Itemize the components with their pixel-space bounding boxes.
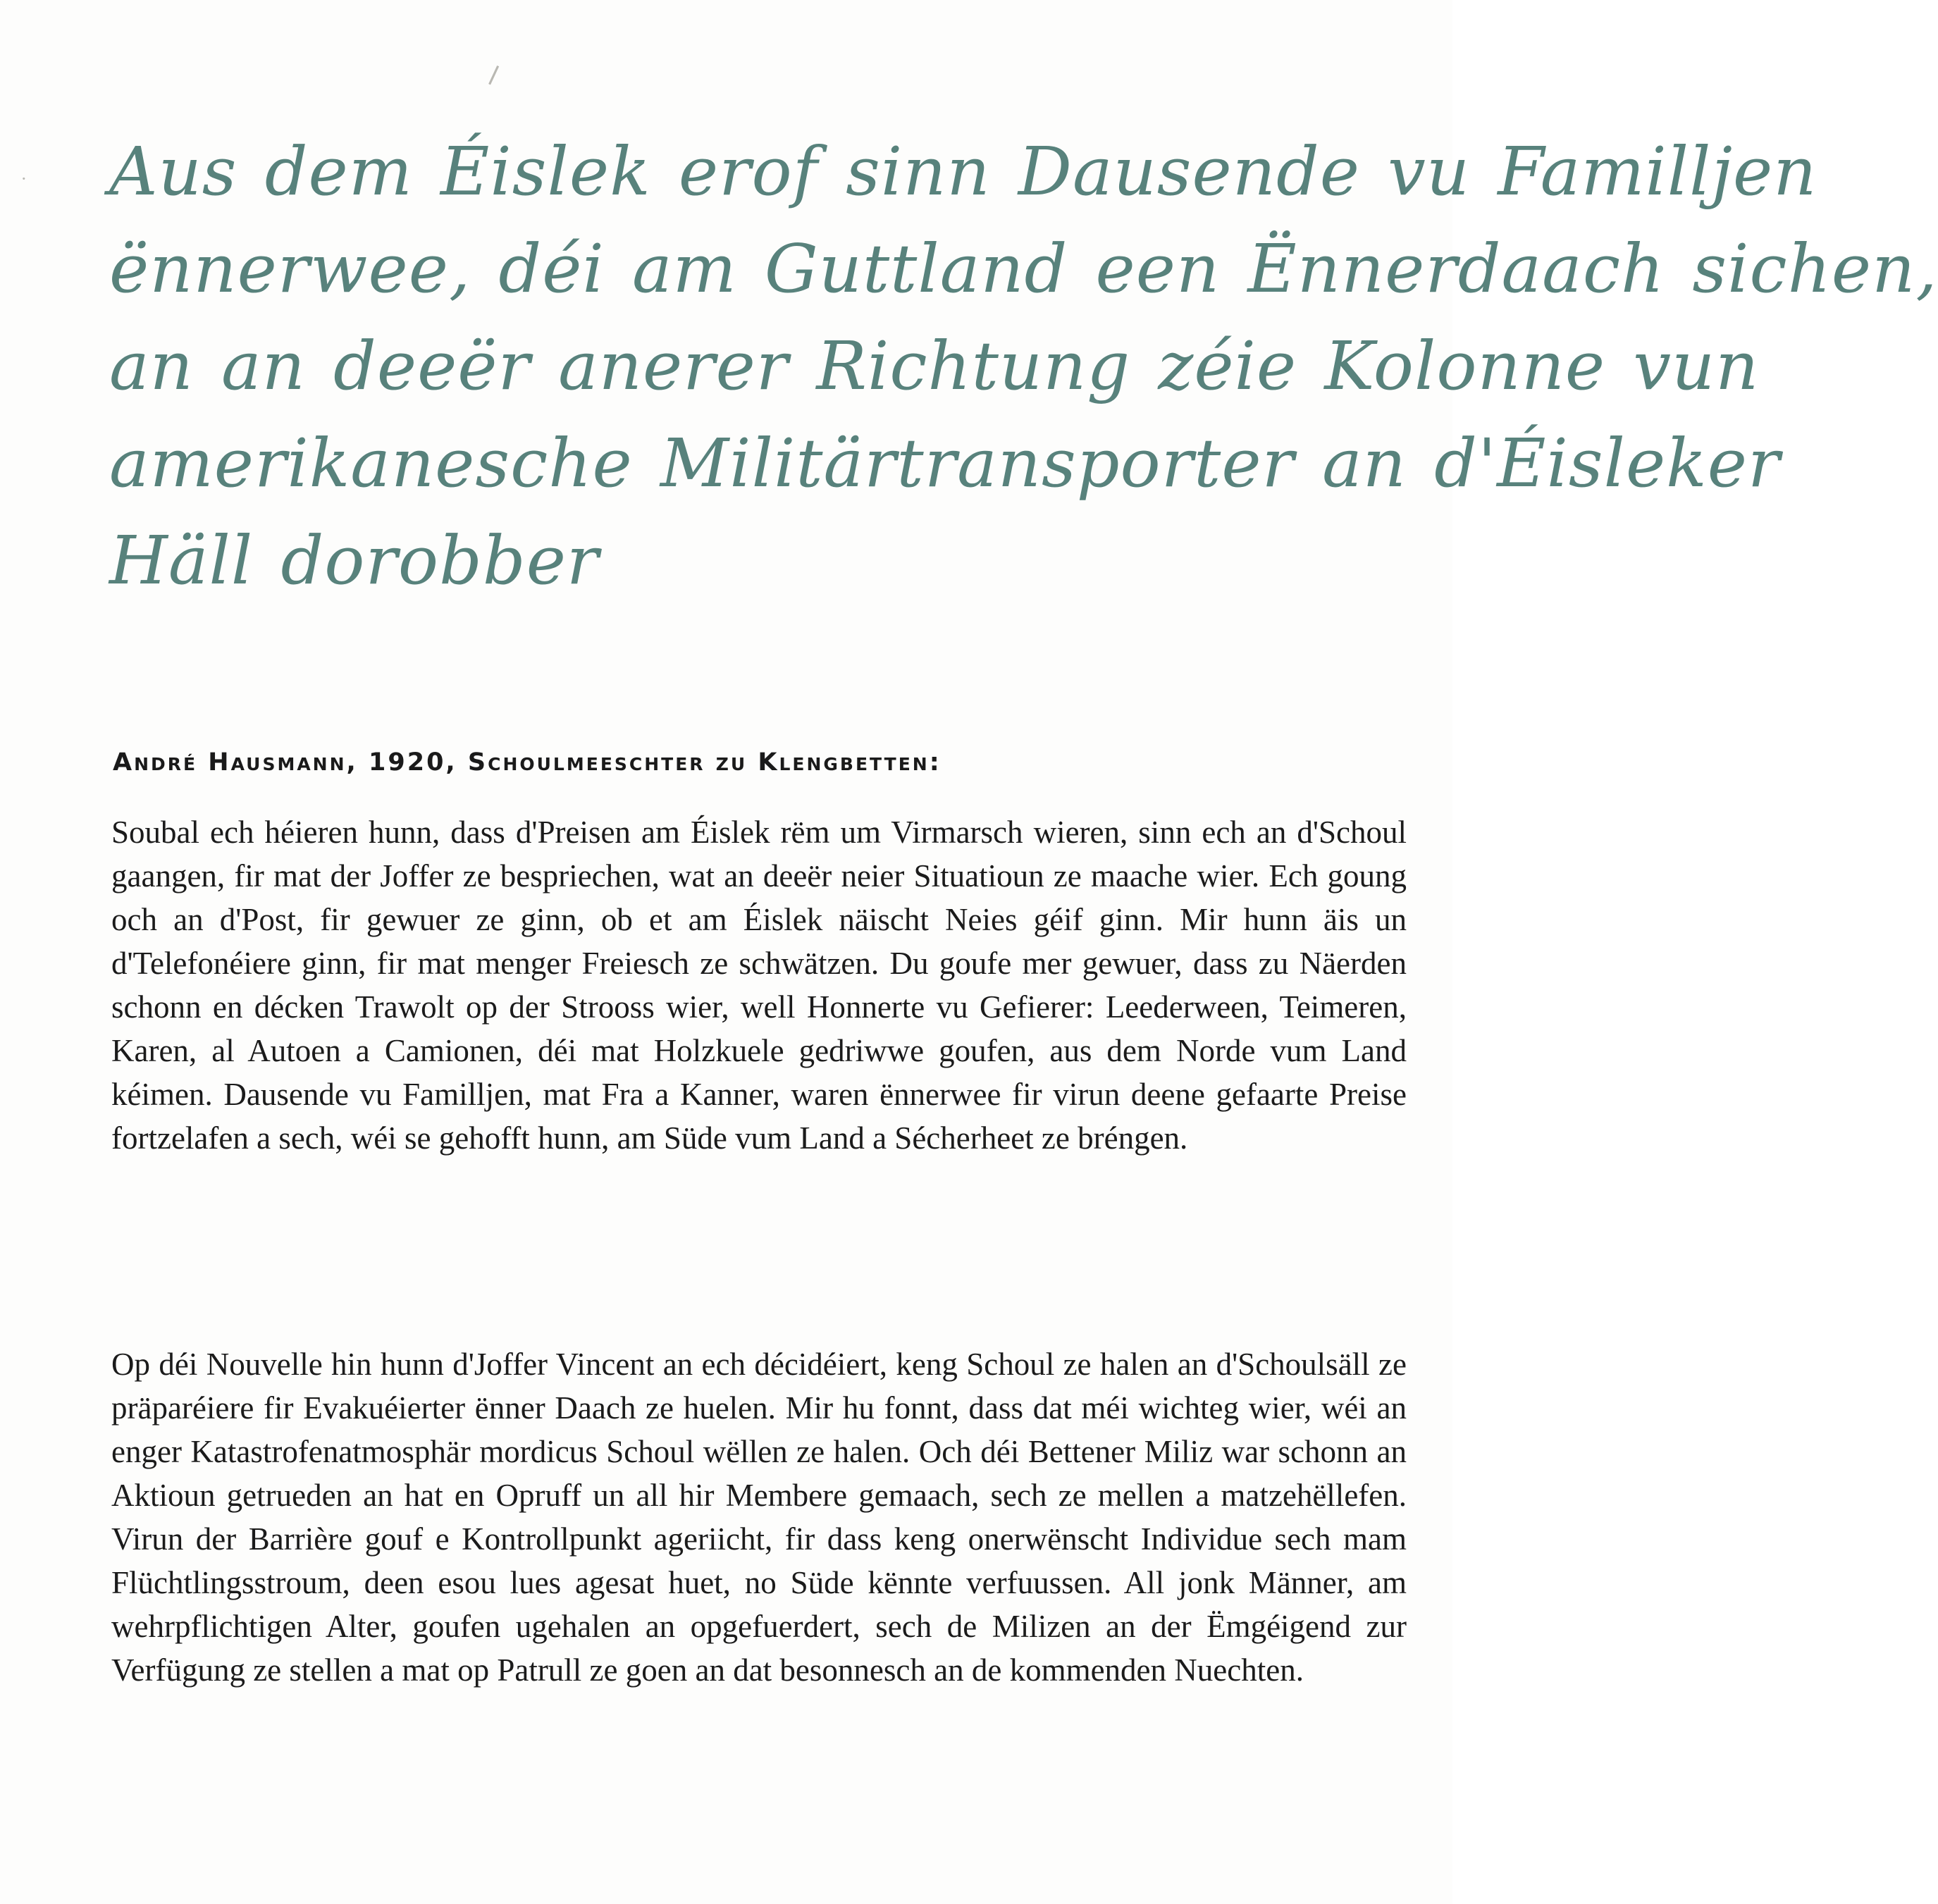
calligraphy-quote — [109, 123, 1938, 610]
body-paragraph: Op déi Nouvelle hin hunn d'Joffer Vincent an ech décidéiert, keng Schoul ze halen an d'Schoulsäll ze präparéiere fir Evakuéierter ënner Daach ze huelen. Mir hu fonnt, dass dat méi wichteg wier, wéi an enger Katastrofenatmosphär mordicus Schoul wëllen ze halen. Och déi Bettener Miliz war schonn an Aktioun getrueden an hat en Opruff un all hir Membere gemaach, sech ze mellen a matzehëllefen. Virun der Barrière gouf e Kontrollpunkt ageriicht, fir dass keng onerwënscht Individue sech mam Flüchtlingsstroum, deen esou lues agesat huet, no Süde kënnte verfuussen. All jonk Männer, am wehrpflichtigen Alter, goufen ugehalen an opgefuerdert, sech de Milizen an der Ëmgéigend zur Verfügung ze stellen a mat op Patrull ze goen an dat besonnesch an de kommenden Nuechten. — [111, 1347, 1407, 1688]
quote-line: amerikanesche Militärtransporter an d'Éisleker — [109, 425, 1781, 502]
ink-smudge: ⸝ — [471, 39, 510, 93]
body-paragraph: Soubal ech héieren hunn, dass d'Preisen am Éislek rëm um Virmarsch wieren, sinn ech an d'Schoul gaangen, fir mat der Joffer ze bespriechen, wat an deeër neier Situatioun ze maache wier. Ech goung och an d'Post, fir gewuer ze ginn, ob et am Éislek näischt Neies géif ginn. Mir hunn äis un d'Telefonéiere ginn, fir mat menger Freiesch ze schwätzen. Du goufe mer gewuer, dass zu Näerden schonn en décken Trawolt op der Strooss wier, well Honnerte vu Gefierer: Leederween, Teimeren, Karen, al Autoen a Camionen, déi mat Holzkuele gedriwwe goufen, aus dem Norde vum Land kéimen. Dausende vu Familljen, mat Fra a Kanner, waren ënnerwee fir virun deene gefaarte Preise fortzelafen a sech, wéi se gehofft hunn, am Süde vum Land a Sécherheet ze bréngen. — [111, 815, 1407, 1156]
quote-line: Häll dorobber — [109, 522, 600, 600]
quote-line: Aus dem Éislek erof sinn Dausende vu Familljen — [109, 133, 1817, 211]
quote-line: ënnerwee, déi am Guttland een Ënnerdaach sichen, — [109, 230, 1938, 308]
quote-line: an an deeër anerer Richtung zéie Kolonne vun — [109, 328, 1760, 405]
ink-speck: · — [21, 169, 27, 189]
section-heading: André Hausmann, 1920, Schoulmeeschter zu Klengbetten: — [113, 748, 942, 777]
